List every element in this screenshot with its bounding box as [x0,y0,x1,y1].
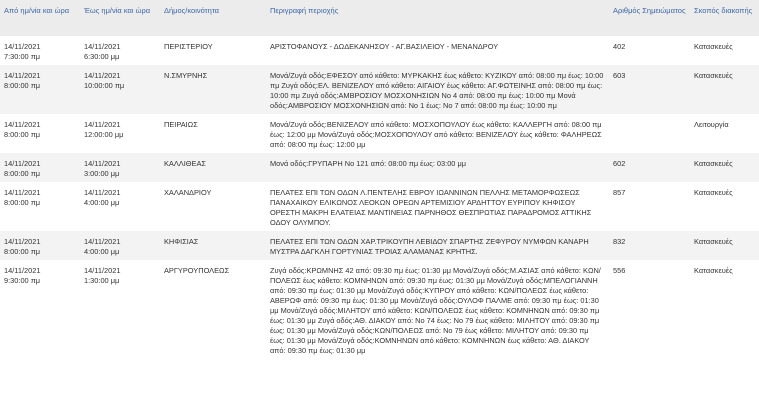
cell-description: Ζυγά οδός:ΚΡΩΜΝΗΣ 42 από: 09:30 πμ έως: 01:30 μμ Μονά/Ζυγά οδός:Μ.ΑΣΙΑΣ από κάθετο: ΚΩΝ/ΠΟΛΕΩΣ έως κάθετο: ΚΟΜΝΗΝΩΝ από: 09:30 πμ έως: 01:30 μμ Μονά/Ζυγά οδός:ΜΠΕΛΟΓΙΑΝΝΗ από: 09:30 πμ έως: 01:30 μμ Μονά/Ζυγά οδός:ΚΥΠΡΟΥ από κάθετο: ΚΩΝ/ΠΟΛΕΩΣ έως κάθετο: ΑΒΕΡΩΦ από: 09:30 πμ έως: 01:30 μμ Μονά/Ζυγά οδός:ΟΥΛΟΦ ΠΑΛΜΕ από: 09:30 πμ έως: 01:30 μμ Μονά/Ζυγά οδός:ΜΙΛΗΤΟΥ από κάθετο: ΚΩΝ/ΠΟΛΕΩΣ έως κάθετο: ΚΟΜΝΗΝΩΝ από: 09:30 πμ έως: 01:30 μμ Ζυγά οδός:ΑΘ. ΔΙΑΚΟΥ από: Νο 74 έως: Νο 79 έως κάθετο: ΜΙΛΗΤΟΥ από: 09:30 πμ έως: 01:30 μμ Μονά/Ζυγά οδός:ΚΩΝ/ΠΟΛΕΩΣ από: Νο 79 έως κάθετο: ΜΙΛΗΤΟΥ από: 09:30 πμ έως: 01:30 μμ Μονά/Ζυγά οδός:ΚΟΜΝΗΝΩΝ από κάθετο: ΚΟΜΝΗΝΩΝ έως κάθετο: ΑΘ. ΔΙΑΚΟΥ από: 09:30 πμ έως: 01:30 μμ [266,260,609,359]
header-purpose[interactable]: Σκοπός διακοπής [690,0,759,36]
cell-purpose: Κατασκευές [690,182,759,231]
header-number[interactable]: Αριθμός Σημειώματος [609,0,690,36]
cell-municipality: ΚΑΛΛΙΘΕΑΣ [160,153,266,182]
header-row [0,0,759,36]
cell-municipality: ΠΕΙΡΑΙΩΣ [160,114,266,153]
cell-from: 14/11/2021 8:00:00 πμ [0,231,80,260]
table-row [0,114,759,153]
cell-number: 603 [609,65,690,114]
header-municipality[interactable]: Δήμος/κοινότητα [160,0,266,36]
cell-to: 14/11/2021 6:30:00 μμ [80,36,160,65]
cell-number: 602 [609,153,690,182]
cell-purpose: Κατασκευές [690,65,759,114]
table-row [0,36,759,65]
cell-municipality: ΑΡΓΥΡΟΥΠΟΛΕΩΣ [160,260,266,359]
cell-purpose: Κατασκευές [690,153,759,182]
cell-description: ΑΡΙΣΤΟΦΑΝΟΥΣ - ΔΩΔΕΚΑΝΗΣΟΥ - ΑΓ.ΒΑΣΙΛΕΙΟΥ - ΜΕΝΑΝΔΡΟΥ [266,36,609,65]
header-description[interactable]: Περιγραφή περιοχής [266,0,609,36]
cell-purpose: Λειτουργία [690,114,759,153]
cell-description: ΠΕΛΑΤΕΣ ΕΠΙ ΤΩΝ ΟΔΩΝ ΧΑΡ.ΤΡΙΚΟΥΠΗ ΛΕΒΙΔΟΥ ΣΠΑΡΤΗΣ ΖΕΦΥΡΟΥ ΝΥΜΦΩΝ ΚΑΝΑΡΗ ΜΥΣΤΡΑ ΔΑΓΚΛΗ ΓΟΡΤΥΝΙΑΣ ΤΡΟΙΑΣ ΑΛΑΜΑΝΑΣ ΚΡΗΤΗΣ. [266,231,609,260]
table-row [0,182,759,231]
cell-from: 14/11/2021 8:00:00 πμ [0,65,80,114]
cell-municipality: ΧΑΛΑΝΔΡΙΟΥ [160,182,266,231]
cell-purpose: Κατασκευές [690,231,759,260]
cell-from: 14/11/2021 7:30:00 πμ [0,36,80,65]
cell-from: 14/11/2021 8:00:00 πμ [0,182,80,231]
table-row [0,260,759,359]
table-body [0,36,759,359]
cell-number: 556 [609,260,690,359]
cell-to: 14/11/2021 4:00:00 μμ [80,182,160,231]
cell-to: 14/11/2021 1:30:00 μμ [80,260,160,359]
cell-purpose: Κατασκευές [690,260,759,359]
cell-description: ΠΕΛΑΤΕΣ ΕΠΙ ΤΩΝ ΟΔΩΝ Λ.ΠΕΝΤΕΛΗΣ ΕΒΡΟΥ ΙΩΑΝΝΙΝΩΝ ΠΕΛΛΗΣ ΜΕΤΑΜΟΡΦΩΣΕΩΣ ΠΑΝΑΧΑΙΚΟΥ ΕΛΙΚΩΝΟΣ ΛΕΟΚΩΝ ΟΡΕΩΝ ΑΡΤΕΜΙΣΙΟΥ ΑΡΔΗΤΤΟΥ ΕΥΡΙΠΟΥ ΚΗΦΙΣΟΥ ΟΡΕΣΤΗ ΜΑΚΡΗ ΕΛΑΤΕΙΑΣ ΜΑΝΤΙΝΕΙΑΣ ΠΑΡΝΗΘΟΣ ΘΕΣΠΡΩΤΙΑΣ ΠΑΡΑΔΡΟΜΟΣ ΑΤΤΙΚΗΣ ΟΔΟΥ ΟΛΥΜΠΟΥ. [266,182,609,231]
cell-description: Μονά/Ζυγά οδός:ΒΕΝΙΖΕΛΟΥ από κάθετο: ΜΟΣΧΟΠΟΥΛΟΥ έως κάθετο: ΚΑΛΛΕΡΓΗ από: 08:00 πμ έως: 12:00 μμ Μονά/Ζυγά οδός:ΜΟΣΧΟΠΟΥΛΟΥ από κάθετο: ΒΕΝΙΖΕΛΟΥ έως κάθετο: ΦΑΛΗΡΕΩΣ από: 08:00 πμ έως: 12:00 μμ [266,114,609,153]
cell-to: 14/11/2021 12:00:00 μμ [80,114,160,153]
cell-number: 832 [609,231,690,260]
cell-description: Μονά οδός:ΓΡΥΠΑΡΗ Νο 121 από: 08:00 πμ έως: 03:00 μμ [266,153,609,182]
cell-municipality: ΠΕΡΙΣΤΕΡΙΟΥ [160,36,266,65]
table-header [0,0,759,36]
cell-municipality: ΚΗΦΙΣΙΑΣ [160,231,266,260]
cell-to: 14/11/2021 3:00:00 μμ [80,153,160,182]
table-row [0,65,759,114]
cell-description: Μονά/Ζυγά οδός:ΕΦΕΣΟΥ από κάθετο: ΜΥΡΚΑΚΗΣ έως κάθετο: ΚΥΖΙΚΟΥ από: 08:00 πμ έως: 10:00 πμ Ζυγά οδός:ΕΛ. ΒΕΝΙΖΕΛΟΥ από κάθετο: ΑΙΓΑΙΟΥ έως κάθετο: ΑΓ.ΦΩΤΕΙΝΗΣ από: 08:00 πμ έως: 10:00 πμ Ζυγά οδός:ΑΜΒΡΟΣΙΟΥ ΜΟΣΧΟΝΗΣΙΩΝ Νο 4 από: 08:00 πμ έως: 10:00 πμ Μονά οδός:ΑΜΒΡΟΣΙΟΥ ΜΟΣΧΟΝΗΣΙΩΝ από: Νο 1 έως: Νο 7 από: 08:00 πμ έως: 10:00 πμ [266,65,609,114]
cell-from: 14/11/2021 8:00:00 πμ [0,114,80,153]
cell-to: 14/11/2021 10:00:00 πμ [80,65,160,114]
cell-number: 402 [609,36,690,65]
cell-from: 14/11/2021 8:00:00 πμ [0,153,80,182]
cell-number [609,114,690,153]
cell-from: 14/11/2021 9:30:00 πμ [0,260,80,359]
header-from[interactable]: Από ημ/νία και ώρα [0,0,80,36]
cell-to: 14/11/2021 4:00:00 μμ [80,231,160,260]
cell-municipality: Ν.ΣΜΥΡΝΗΣ [160,65,266,114]
table-row [0,231,759,260]
cell-purpose: Κατασκευές [690,36,759,65]
header-to[interactable]: Έως ημ/νία και ώρα [80,0,160,36]
cell-number: 857 [609,182,690,231]
table-row [0,153,759,182]
